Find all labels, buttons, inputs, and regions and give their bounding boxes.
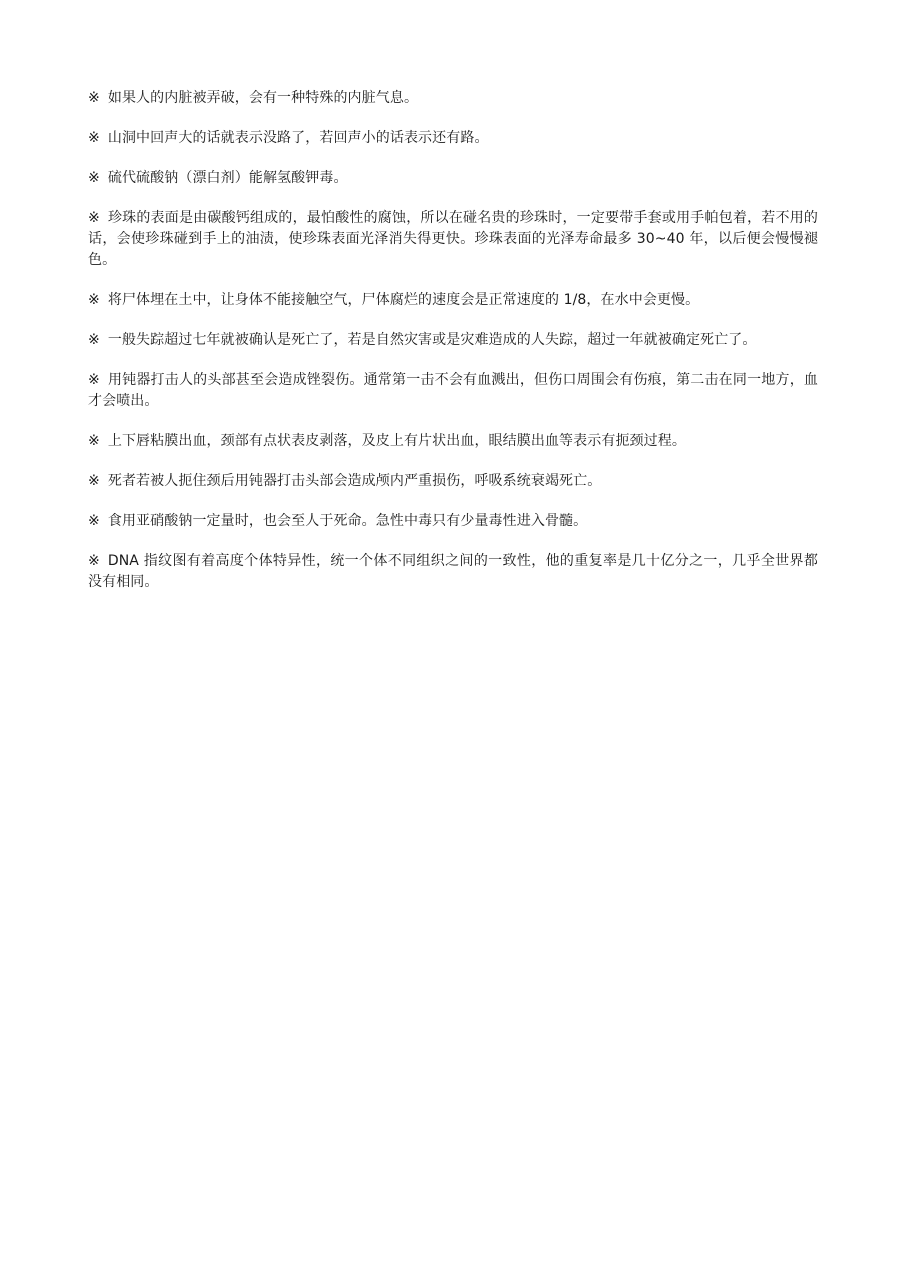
note-text: DNA 指纹图有着高度个体特异性，统一个体不同组织之间的一致性，他的重复率是几十亿分之一，几乎全世界都没有相同。 [88, 553, 818, 590]
note-text: 山洞中回声大的话就表示没路了，若回声小的话表示还有路。 [107, 130, 489, 146]
reference-mark: ※ [88, 372, 100, 388]
note-paragraph [88, 370, 818, 412]
note-text: 珍珠的表面是由碳酸钙组成的，最怕酸性的腐蚀，所以在碰名贵的珍珠时，一定要带手套或用手帕包着，若不用的话，会使珍珠碰到手上的油渍，使珍珠表面光泽消失得更快。珍珠表面的光泽寿命最多 30~40 年，以后便会慢慢褪色。 [88, 210, 818, 268]
note-paragraph [88, 551, 818, 593]
note-paragraph [88, 208, 818, 271]
note-text: 食用亚硝酸钠一定量时，也会至人于死命。急性中毒只有少量毒性进入骨髓。 [107, 513, 588, 529]
note-paragraph [88, 511, 818, 532]
reference-mark: ※ [88, 332, 100, 348]
note-text: 用钝器打击人的头部甚至会造成锉裂伤。通常第一击不会有血溅出，但伤口周围会有伤痕，第二击在同一地方，血才会喷出。 [88, 372, 818, 409]
note-text: 上下唇粘膜出血，颈部有点状表皮剥落，及皮上有片状出血，眼结膜出血等表示有扼颈过程。 [107, 433, 686, 449]
note-paragraph [88, 88, 818, 109]
reference-mark: ※ [88, 433, 100, 449]
note-text: 将尸体埋在土中，让身体不能接触空气，尸体腐烂的速度会是正常速度的 1/8，在水中会更慢。 [107, 292, 700, 308]
note-paragraph [88, 330, 818, 351]
reference-mark: ※ [88, 90, 100, 106]
note-text: 一般失踪超过七年就被确认是死亡了，若是自然灾害或是灾难造成的人失踪，超过一年就被确定死亡了。 [107, 332, 757, 348]
reference-mark: ※ [88, 553, 100, 569]
note-paragraph [88, 290, 818, 311]
reference-mark: ※ [88, 473, 100, 489]
reference-mark: ※ [88, 513, 100, 529]
note-paragraph [88, 168, 818, 189]
reference-mark: ※ [88, 170, 100, 186]
reference-mark: ※ [88, 130, 100, 146]
reference-mark: ※ [88, 292, 100, 308]
note-paragraph [88, 128, 818, 149]
note-paragraph [88, 431, 818, 452]
reference-mark: ※ [88, 210, 100, 226]
note-text: 死者若被人扼住颈后用钝器打击头部会造成颅内严重损伤，呼吸系统衰竭死亡。 [107, 473, 602, 489]
note-text: 如果人的内脏被弄破，会有一种特殊的内脏气息。 [107, 90, 419, 106]
document-page [88, 88, 818, 612]
note-paragraph [88, 471, 818, 492]
note-text: 硫代硫酸钠（漂白剂）能解氢酸钾毒。 [107, 170, 348, 186]
